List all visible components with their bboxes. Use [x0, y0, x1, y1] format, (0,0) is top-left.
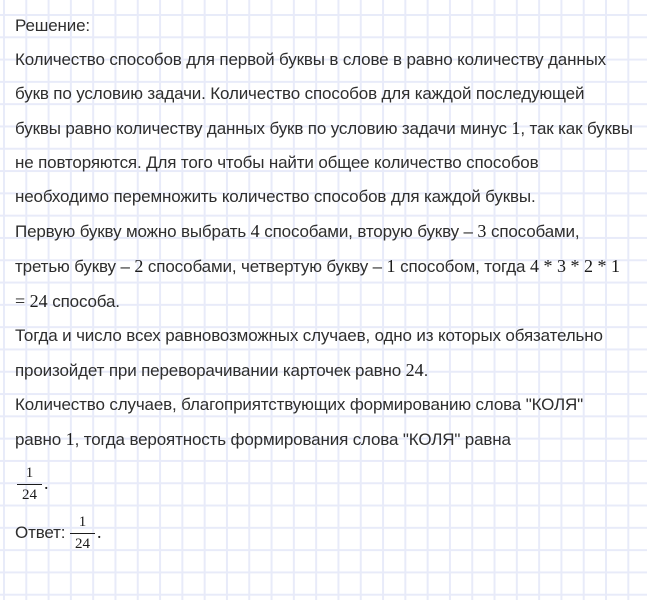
probability-value-line — [15, 457, 633, 510]
text-segment: , так как буквы не повторяются. Для того чтобы найти общее количество способов необходимо перемножить количество способов для каждой буквы. — [15, 119, 633, 206]
text-segment: способами, третью букву – — [15, 222, 580, 276]
fraction-denominator: 24 — [70, 533, 95, 555]
text-segment: Первую букву можно выбрать — [15, 222, 251, 241]
text-segment: способами, четвертую букву – — [143, 257, 387, 276]
text-segment: Тогда и число всех равновозможных случаев, одно из которых обязательно произойдет при переворачивании карточек равно — [15, 326, 603, 380]
math-segment: 4 — [250, 221, 260, 241]
math-segment: 1 — [511, 118, 521, 138]
answer-label: Ответ: — [15, 523, 70, 542]
text-segment: Количество случаев, благоприятствующих формированию слова "КОЛЯ" равно — [15, 395, 584, 449]
text-segment: способа. — [47, 292, 120, 311]
sentence-period: . — [96, 522, 102, 542]
math-segment: 24 — [405, 360, 424, 380]
text-segment: Количество способов для первой буквы в слове в равно количеству данных букв по условию задачи. Количество способов для каждой последующей буквы равно количеству данных букв по условию задачи минус — [15, 50, 607, 138]
math-segment: 3 — [477, 221, 487, 241]
text-segment: . — [423, 361, 429, 380]
math-segment: 2 — [134, 256, 144, 276]
solution-heading: Решение: — [15, 16, 91, 35]
answer-line — [15, 510, 633, 555]
text-segment: , тогда вероятность формирования слова "КОЛЯ" равна — [74, 430, 511, 449]
fraction-numerator: 1 — [25, 464, 34, 481]
math-segment: 1 — [65, 429, 75, 449]
text-segment: способами, вторую букву – — [259, 222, 478, 241]
sentence-period: . — [44, 473, 49, 493]
solution-paragraph-1 — [15, 43, 633, 214]
text-segment: способом, тогда — [395, 257, 530, 276]
answer-fraction — [70, 513, 95, 555]
solution-paragraph-4 — [15, 388, 633, 457]
solution-paragraph-3 — [15, 319, 633, 388]
probability-fraction — [17, 464, 42, 506]
math-segment: 1 — [386, 256, 396, 276]
solution-paragraph-2 — [15, 214, 633, 319]
fraction-denominator: 24 — [17, 484, 42, 506]
math-segment: 4 * 3 * 2 * 1 = 24 — [15, 256, 620, 311]
fraction-numerator: 1 — [78, 513, 87, 530]
